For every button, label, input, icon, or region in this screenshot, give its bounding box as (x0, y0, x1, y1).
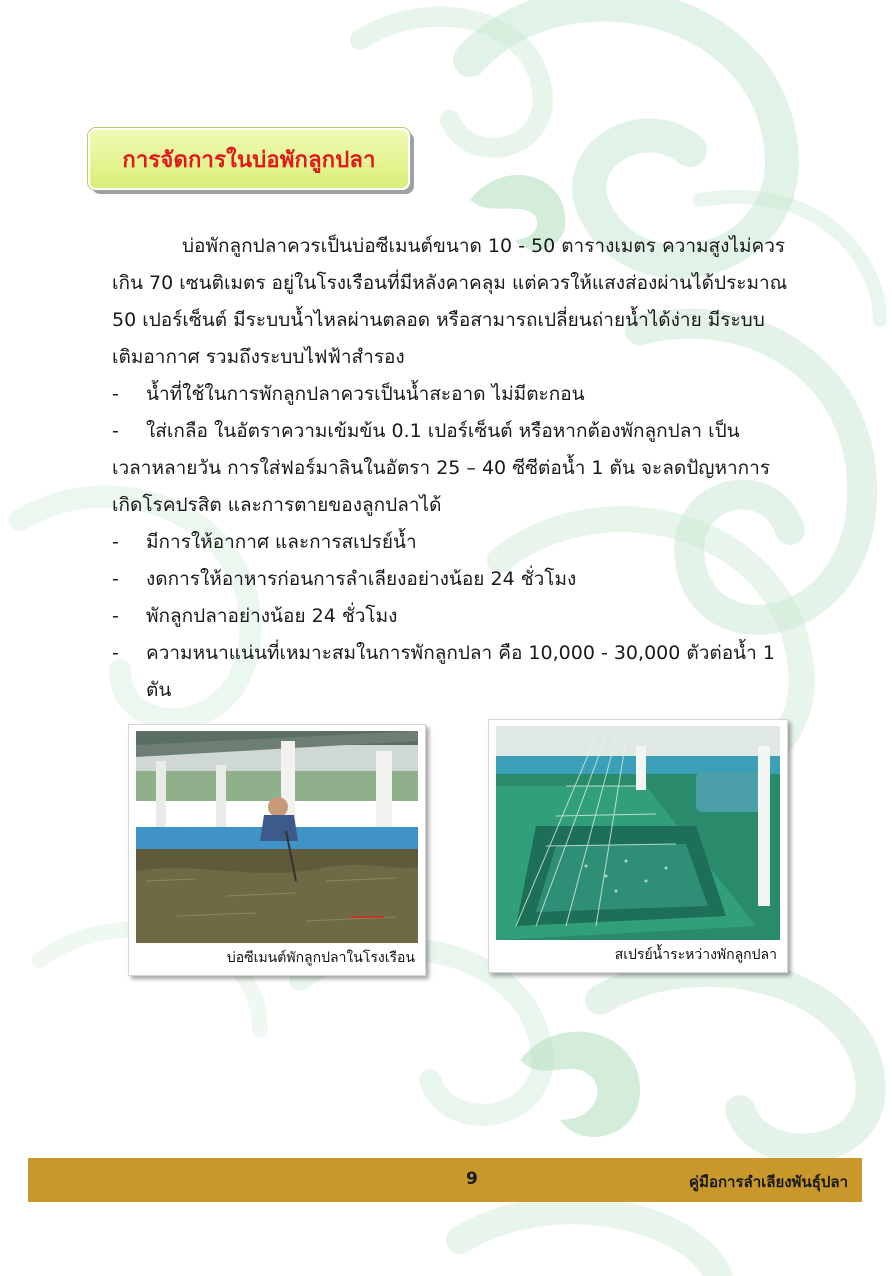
bullet-text: ความหนาแน่นที่เหมาะสมในการพักลูกปลา คือ 10,000 - 30,000 ตัวต่อน้ำ 1 ตัน (146, 642, 775, 701)
photo-card-cement-pond (128, 724, 426, 976)
bullet-dash: - (112, 568, 119, 590)
list-item (112, 413, 792, 450)
page-number: 9 (466, 1169, 478, 1189)
section-title: การจัดการในบ่อพักลูกปลา (122, 147, 376, 173)
bullet-text: น้ำที่ใช้ในการพักลูกปลาควรเป็นน้ำสะอาด ไม่มีตะกอน (146, 383, 585, 405)
spray-photo (496, 726, 780, 940)
bullet-dash: - (112, 420, 119, 442)
cement-pond-image (136, 731, 418, 943)
photo-card-spray (488, 719, 788, 973)
bullet-text: พักลูกปลาอย่างน้อย 24 ชั่วโมง (146, 605, 398, 627)
bullet-dash: - (112, 642, 119, 664)
cement-pond-photo (136, 731, 418, 943)
bullet-dash: - (112, 383, 119, 405)
intro-paragraph: บ่อพักลูกปลาควรเป็นบ่อซีเมนต์ขนาด 10 - 50 ตารางเมตร ความสูงไม่ควรเกิน 70 เซนติเมตร อยู่ในโรงเรือนที่มีหลังคาคลุม แต่ควรให้แสงส่องผ่านได้ประมาณ 50 เปอร์เซ็นต์ มีระบบน้ำไหลผ่านตลอด หรือสามารถเปลี่ยนถ่ายน้ำได้ง่าย มีระบบเติมอากาศ รวมถึงระบบไฟฟ้าสำรอง (112, 235, 788, 368)
bullet-text: งดการให้อาหารก่อนการลำเลียงอย่างน้อย 24 ชั่วโมง (146, 568, 577, 590)
bullet-text: มีการให้อากาศ และการสเปรย์น้ำ (146, 531, 417, 553)
list-item (112, 635, 792, 709)
spray-image (496, 726, 780, 940)
footer-book-title: คู่มือการลำเลียงพันธุ์ปลา (689, 1173, 848, 1191)
section-title-box (88, 128, 410, 190)
bullet-continuation: เวลาหลายวัน การใส่ฟอร์มาลินในอัตรา 25 – 40 ซีซีต่อน้ำ 1 ตัน จะลดปัญหาการเกิดโรคปรสิต และการตายของลูกปลาได้ (112, 457, 771, 516)
bullet-dash: - (112, 605, 119, 627)
footer-bar (28, 1158, 862, 1202)
body-text (112, 228, 792, 709)
list-item (112, 524, 792, 561)
list-item (112, 561, 792, 598)
list-item (112, 376, 792, 413)
list-item (112, 598, 792, 635)
bullet-text: ใส่เกลือ ในอัตราความเข้มข้น 0.1 เปอร์เซ็นต์ หรือหากต้องพักลูกปลา เป็น (146, 420, 740, 442)
photo-caption: สเปรย์น้ำระหว่างพักลูกปลา (614, 947, 777, 963)
photo-caption: บ่อซีเมนต์พักลูกปลาในโรงเรือน (226, 950, 415, 966)
bullet-dash: - (112, 531, 119, 553)
